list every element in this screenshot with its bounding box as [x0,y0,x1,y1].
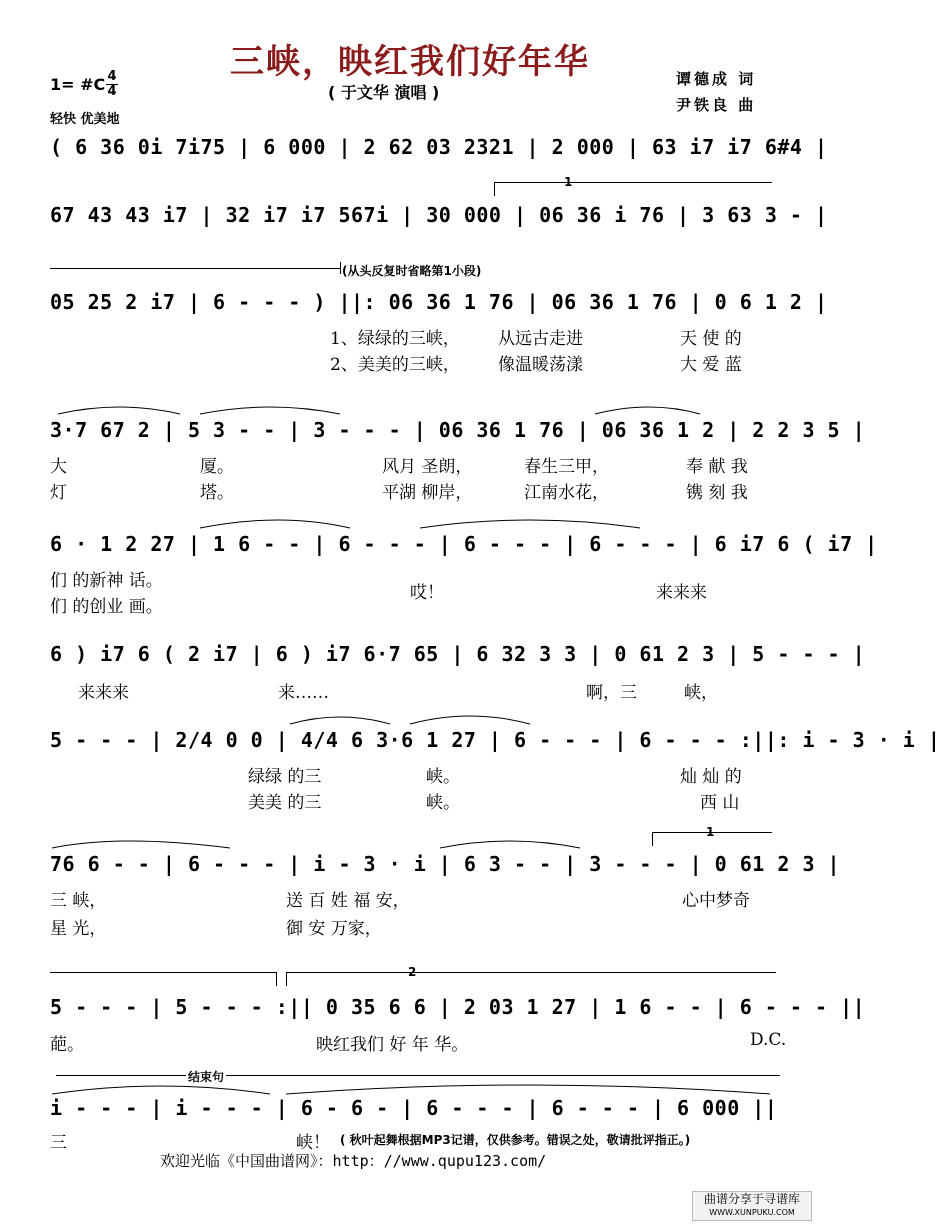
lyric-line: 像温暖荡漾 [498,355,583,375]
lyric-line: 大 [50,457,67,477]
lyric-line: 灿 灿 的 [680,767,742,787]
time-signature-bottom: 4 [107,84,117,99]
lyric-line: 星 光， [50,919,107,939]
slur-marks [50,708,770,728]
volta-number: 2 [408,965,417,979]
staff-row-10: i - - - | i - - - | 6 - 6 - | 6 - - - | 6 - - - | 6 000 || [50,1096,778,1120]
lyric-line: 葩。 [50,1035,84,1055]
site-footer: 欢迎光临《中国曲谱网》：http：//www.qupu123.com/ [160,1152,547,1170]
singer-credit: ( 于文华 演唱 ) [328,83,440,102]
composer-credit: 尹铁良 曲 [676,96,757,114]
lyrics-row-9 [50,1030,790,1056]
lyric-line: 西 山 [700,793,740,813]
time-signature-top: 4 [107,69,117,84]
lyric-line: 送 百 姓 福 安， [286,891,410,911]
staff-row-5: 6 · 1 2 27 | 1 6 - - | 6 - - - | 6 - - - | 6 - - - | 6 i7 6 ( i7 | [50,532,878,556]
lyric-line: 来来来 [78,683,129,703]
watermark-badge [692,1191,812,1221]
staff-row-8: 76 6 - - | 6 - - - | i - 3 · i | 6 3 - - | 3 - - - | 0 61 2 3 | [50,852,841,876]
lyric-line: 春生三甲， [524,457,609,477]
lyric-line: 江南水花， [524,483,609,503]
slur-marks [50,512,770,532]
lyric-line: 心中梦奇 [682,891,750,911]
staff-row-3: 05 25 2 i7 | 6 - - - ) ||: 06 36 1 76 | 06 36 1 76 | 0 6 1 2 | [50,290,828,314]
lyric-line: 峡。 [426,793,460,813]
lyric-line: 厦。 [200,457,234,477]
lyric-line: 们 的创业 画。 [50,597,163,617]
da-capo: D.C. [750,1030,787,1050]
time-signature [106,70,118,99]
ending-bracket [56,1075,780,1076]
lyrics-row-3 [50,324,770,374]
staff-row-2: 67 43 43 i7 | 32 i7 i7 567i | 30 000 | 06 36 i 76 | 3 63 3 - | [50,203,828,227]
lyrics-row-7 [50,762,770,812]
lyrics-row-10 [50,1128,790,1153]
volta-bracket-edge [276,972,277,986]
repeat-note: (从头反复时省略第1小段) [342,264,482,278]
lyricist-credit: 谭德成 词 [676,70,757,88]
lyric-line: 平湖 柳岸， [382,483,473,503]
lyric-line: 峡， [684,683,718,703]
volta-number: 1 [564,175,573,189]
lyric-line: 灯 [50,483,67,503]
staff-row-6: 6 ) i7 6 ( 2 i7 | 6 ) i7 6·7 65 | 6 32 3 3 | 0 61 2 3 | 5 - - - | [50,642,866,666]
volta-bracket [494,182,772,183]
volta-bracket [286,972,776,973]
volta-bracket [50,972,276,973]
lyric-line: 大 爱 蓝 [680,355,742,375]
song-title: 三峡，映红我们好年华 [230,42,590,82]
ending-label: 结束句 [188,1070,225,1084]
staff-row-9: 5 - - - | 5 - - - :|| 0 35 6 6 | 2 03 1 27 | 1 6 - - | 6 - - - || [50,995,866,1019]
lyric-line: 三 峡， [50,891,107,911]
lyric-line: 风月 圣朗， [382,457,473,477]
call-lyric: 来来来 [656,583,707,603]
lyrics-row-5 [50,566,770,616]
lyric-line: 峡。 [426,767,460,787]
lyric-line: 映红我们 好 年 华。 [316,1035,469,1055]
lyric-line: 来…… [278,683,329,703]
lyric-line: 塔。 [200,483,234,503]
watermark-url: WWW.XUNPUKU.COM [709,1208,795,1217]
watermark-text: 曲谱分享于寻谱库 [703,1192,800,1206]
key-signature: 1= #C [50,75,106,94]
staff-row-4: 3·7 67 2 | 5 3 - - | 3 - - - | 06 36 1 76 | 06 36 1 2 | 2 2 3 5 | [50,418,866,442]
slur-marks [50,1078,770,1098]
transcriber-remark: ( 秋叶起舞根据MP3记谱，仅供参考。错误之处，敬请批评指正。) [340,1133,691,1147]
volta-number: 1 [706,825,715,839]
volta-bracket-edge [340,262,341,274]
lyric-line: 们 的新神 话。 [50,571,163,591]
lyric-line: 镌 刻 我 [686,483,748,503]
lyrics-row-8 [50,886,770,939]
lyric-line: 1、绿绿的三峡， [330,329,460,349]
lyrics-row-4 [50,452,770,502]
slur-marks [50,398,770,418]
lyric-line: 绿绿 的三 [248,767,322,787]
staff-row-1: ( 6 36 0i 7i75 | 6 000 | 2 62 03 2321 | 2 000 | 63 i7 i7 6#4 | [50,135,828,159]
lyric-line: 啊，三 [586,683,637,703]
lyric-line: 美美 的三 [248,793,322,813]
volta-bracket [50,268,340,269]
staff-row-7: 5 - - - | 2/4 0 0 | 4/4 6 3·6 1 27 | 6 - - - | 6 - - - :||: i - 3 · i | [50,728,940,752]
lyric-line: 2、美美的三峡， [330,355,460,375]
slur-marks [50,832,770,852]
lyric-line: 御 安 万家， [286,919,382,939]
interjection: 哎！ [410,583,444,603]
lyric-line: 峡！ [296,1133,330,1153]
lyric-line: 奉 献 我 [686,457,748,477]
lyric-line: 天 使 的 [680,329,742,349]
lyric-line: 三 [50,1133,67,1153]
lyrics-row-6 [50,678,770,704]
lyric-line: 从远古走进 [498,329,583,349]
tempo-marking: 轻快 优美地 [50,112,120,127]
volta-bracket-edge [494,182,495,196]
volta-bracket-edge [286,972,287,986]
